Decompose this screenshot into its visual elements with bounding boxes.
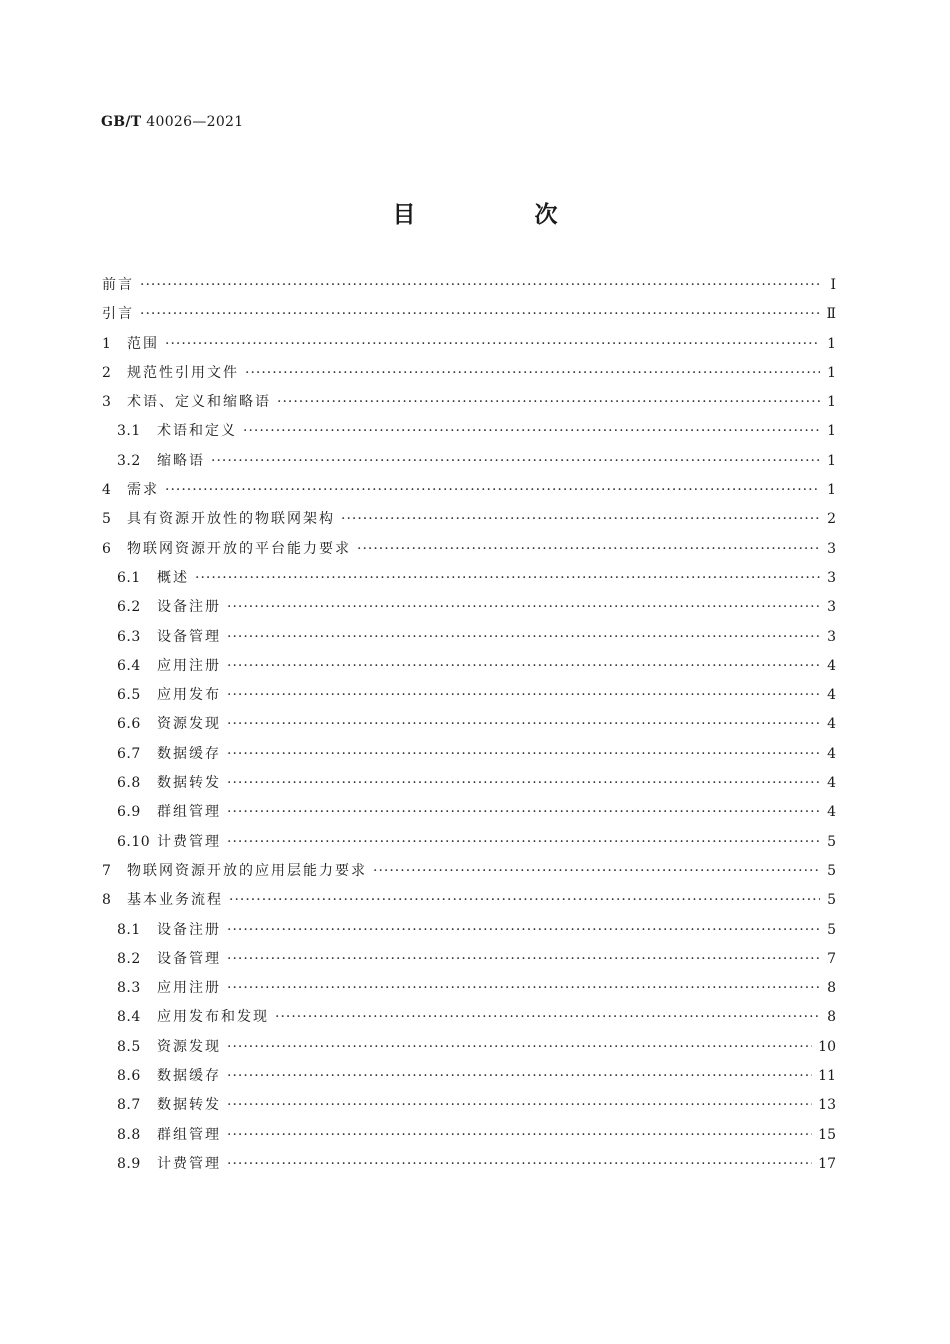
toc-entry-number: 8.5	[117, 1038, 141, 1055]
toc-entry-title: 具有资源开放性的物联网架构	[127, 511, 335, 528]
toc-entry[interactable]	[102, 1124, 836, 1153]
toc-dot-leader	[277, 394, 820, 410]
toc-entry-number: 8.1	[117, 921, 141, 938]
toc-dot-leader	[165, 336, 820, 352]
toc-entry-number: 8.2	[117, 950, 141, 967]
table-of-contents	[102, 274, 836, 1182]
toc-entry-page: 5	[827, 921, 836, 938]
toc-dot-leader	[227, 951, 820, 967]
toc-entry-page: 5	[827, 833, 836, 850]
toc-entry[interactable]	[102, 713, 836, 742]
toc-entry[interactable]	[102, 772, 836, 801]
toc-entry[interactable]	[102, 567, 836, 596]
toc-entry[interactable]	[102, 655, 836, 684]
toc-entry[interactable]	[102, 801, 836, 830]
toc-entry-page: 3	[827, 569, 836, 586]
toc-dot-leader	[341, 511, 820, 527]
toc-dot-leader	[140, 306, 820, 322]
toc-entry-number: 3.1	[117, 423, 141, 440]
toc-dot-leader	[227, 1097, 812, 1113]
toc-entry-page: 13	[818, 1097, 836, 1114]
toc-entry-title: 范围	[127, 335, 159, 352]
standard-prefix: GB/T	[101, 114, 142, 130]
toc-dot-leader	[227, 922, 820, 938]
toc-entry-title: 数据转发	[157, 775, 221, 792]
toc-entry-page: Ⅰ	[830, 277, 836, 293]
standard-code	[101, 114, 243, 130]
toc-dot-leader	[227, 1127, 812, 1143]
toc-entry-page: 15	[818, 1126, 836, 1143]
toc-entry[interactable]	[102, 391, 836, 420]
toc-dot-leader	[227, 980, 820, 996]
toc-entry-page: 4	[827, 657, 836, 674]
toc-entry-page: 1	[827, 482, 836, 499]
toc-dot-leader	[227, 1039, 812, 1055]
toc-entry-number: 6.1	[117, 569, 141, 586]
toc-dot-leader	[227, 746, 820, 762]
toc-dot-leader	[227, 716, 820, 732]
toc-entry-page: 17	[818, 1155, 836, 1172]
toc-entry-page: 5	[827, 862, 836, 879]
toc-entry[interactable]	[102, 1094, 836, 1123]
toc-entry-number: 6.9	[117, 804, 141, 821]
toc-entry-page: 2	[827, 511, 836, 528]
toc-dot-leader	[227, 687, 820, 703]
toc-entry-number: 8.3	[117, 980, 141, 997]
toc-dot-leader	[227, 1156, 812, 1172]
toc-entry-number: 6	[102, 540, 112, 557]
toc-entry-number: 6.8	[117, 775, 141, 792]
toc-dot-leader	[227, 834, 820, 850]
toc-entry[interactable]	[102, 1153, 836, 1182]
toc-entry-title: 设备管理	[157, 628, 221, 645]
toc-dot-leader	[275, 1009, 820, 1025]
toc-entry-number: 6.10	[117, 833, 151, 850]
toc-entry[interactable]	[102, 1006, 836, 1035]
toc-dot-leader	[373, 863, 820, 879]
toc-entry[interactable]	[102, 1065, 836, 1094]
toc-dot-leader	[227, 1068, 812, 1084]
toc-entry-number: 8.9	[117, 1155, 141, 1172]
toc-entry[interactable]	[102, 626, 836, 655]
toc-entry-number: 4	[102, 482, 112, 499]
toc-entry[interactable]	[102, 919, 836, 948]
toc-entry[interactable]	[102, 362, 836, 391]
toc-entry-number: 5	[102, 511, 112, 528]
toc-entry-page: 4	[827, 687, 836, 704]
toc-entry-title: 前言	[102, 277, 134, 293]
toc-entry-number: 8.7	[117, 1097, 141, 1114]
toc-entry[interactable]	[102, 889, 836, 918]
toc-entry-page: 3	[827, 540, 836, 557]
toc-dot-leader	[227, 658, 820, 674]
toc-entry-number: 7	[102, 862, 112, 879]
toc-entry-title: 数据缓存	[157, 745, 221, 762]
toc-entry-page: 1	[827, 452, 836, 469]
toc-entry-title: 引言	[102, 306, 134, 323]
toc-entry-title: 术语、定义和缩略语	[127, 394, 271, 411]
toc-entry-number: 1	[102, 335, 112, 352]
toc-entry-page: 4	[827, 775, 836, 792]
toc-entry-title: 物联网资源开放的应用层能力要求	[127, 862, 367, 879]
toc-entry-page: 1	[827, 423, 836, 440]
toc-entry[interactable]	[102, 274, 836, 303]
toc-entry-page: 5	[827, 892, 836, 909]
toc-entry[interactable]	[102, 743, 836, 772]
toc-dot-leader	[227, 629, 820, 645]
toc-entry-title: 群组管理	[157, 1126, 221, 1143]
toc-entry-page: 7	[827, 950, 836, 967]
toc-entry-title: 群组管理	[157, 804, 221, 821]
toc-entry-title: 应用发布和发现	[157, 1009, 269, 1026]
toc-entry-page: 3	[827, 628, 836, 645]
toc-entry-title: 应用发布	[157, 687, 221, 704]
toc-entry-page: 8	[827, 1009, 836, 1026]
toc-entry-title: 应用注册	[157, 980, 221, 997]
toc-entry-title: 设备管理	[157, 950, 221, 967]
toc-entry[interactable]	[102, 450, 836, 479]
toc-entry-page: 4	[827, 745, 836, 762]
toc-entry-number: 3	[102, 394, 112, 411]
toc-entry-title: 设备注册	[157, 599, 221, 616]
toc-entry-title: 物联网资源开放的平台能力要求	[127, 540, 351, 557]
toc-dot-leader	[140, 277, 820, 293]
toc-entry-title: 应用注册	[157, 657, 221, 674]
page-title: 目 次	[392, 201, 606, 228]
toc-entry-number: 3.2	[117, 452, 141, 469]
toc-entry[interactable]	[102, 977, 836, 1006]
toc-dot-leader	[243, 423, 820, 439]
toc-entry-number: 6.2	[117, 599, 141, 616]
toc-entry[interactable]	[102, 538, 836, 567]
toc-entry[interactable]	[102, 948, 836, 977]
toc-entry-title: 资源发现	[157, 1038, 221, 1055]
toc-entry-number: 8.6	[117, 1068, 141, 1085]
toc-entry-page: 4	[827, 716, 836, 733]
toc-entry-page: 10	[818, 1038, 836, 1055]
toc-entry-page: 8	[827, 980, 836, 997]
toc-entry-title: 计费管理	[157, 833, 221, 850]
toc-dot-leader	[211, 453, 820, 469]
toc-entry-title: 缩略语	[157, 452, 205, 469]
toc-entry-title: 数据缓存	[157, 1068, 221, 1085]
toc-entry-title: 计费管理	[157, 1155, 221, 1172]
toc-entry-page: 3	[827, 599, 836, 616]
toc-entry-number: 8.8	[117, 1126, 141, 1143]
toc-entry[interactable]	[102, 508, 836, 537]
toc-entry-number: 8.4	[117, 1009, 141, 1026]
toc-entry-title: 需求	[127, 482, 159, 499]
toc-dot-leader	[357, 541, 820, 557]
toc-entry-page: 1	[827, 364, 836, 381]
toc-entry[interactable]	[102, 860, 836, 889]
toc-entry[interactable]	[102, 333, 836, 362]
toc-entry-number: 2	[102, 364, 112, 381]
toc-dot-leader	[165, 482, 820, 498]
toc-dot-leader	[227, 599, 820, 615]
toc-entry-title: 设备注册	[157, 921, 221, 938]
standard-number: 40026—2021	[146, 114, 244, 130]
toc-entry-page: 4	[827, 804, 836, 821]
toc-entry-page: Ⅱ	[826, 306, 836, 323]
toc-entry-title: 资源发现	[157, 716, 221, 733]
toc-entry-page: 1	[827, 335, 836, 352]
toc-entry-title: 数据转发	[157, 1097, 221, 1114]
toc-entry-number: 8	[102, 892, 112, 909]
toc-entry[interactable]	[102, 420, 836, 449]
toc-entry-number: 6.6	[117, 716, 141, 733]
toc-dot-leader	[227, 804, 820, 820]
toc-entry[interactable]	[102, 684, 836, 713]
toc-entry-number: 6.5	[117, 687, 141, 704]
toc-dot-leader	[245, 365, 820, 381]
toc-entry[interactable]	[102, 479, 836, 508]
toc-entry-title: 规范性引用文件	[127, 364, 239, 381]
toc-dot-leader	[227, 775, 820, 791]
toc-entry-title: 术语和定义	[157, 423, 237, 440]
toc-entry-title: 基本业务流程	[127, 892, 223, 909]
toc-dot-leader	[229, 892, 820, 908]
toc-entry-number: 6.7	[117, 745, 141, 762]
toc-entry-title: 概述	[157, 569, 189, 586]
toc-entry[interactable]	[102, 303, 836, 332]
toc-entry[interactable]	[102, 1036, 836, 1065]
toc-entry-page: 1	[827, 394, 836, 411]
toc-entry-page: 11	[818, 1068, 836, 1085]
toc-entry-number: 6.3	[117, 628, 141, 645]
toc-dot-leader	[195, 570, 820, 586]
toc-entry[interactable]	[102, 596, 836, 625]
toc-entry[interactable]	[102, 831, 836, 860]
toc-entry-number: 6.4	[117, 657, 141, 674]
